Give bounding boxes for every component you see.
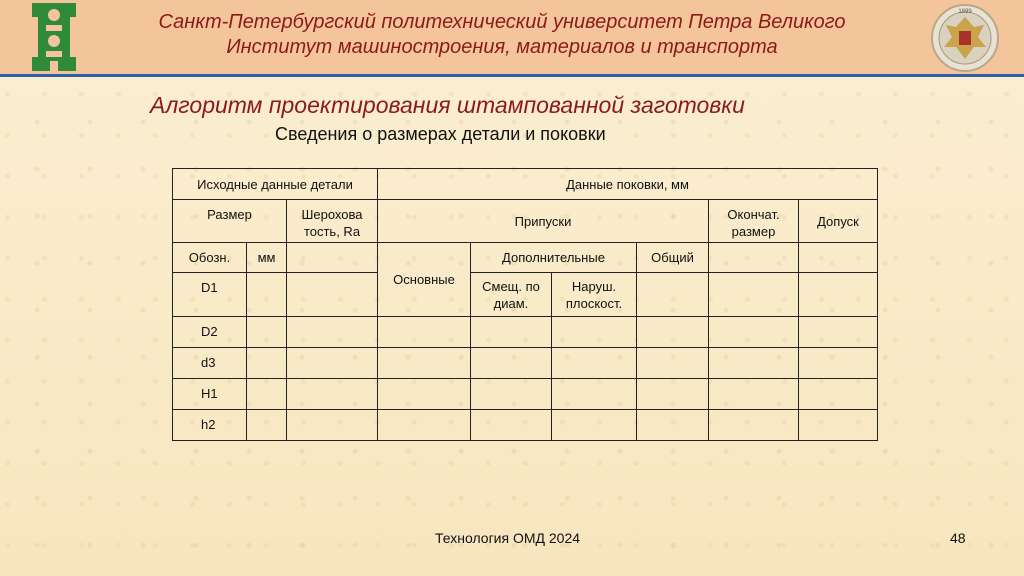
cell <box>637 317 709 348</box>
header-total: Общий <box>637 243 709 273</box>
header-divider <box>0 74 1024 77</box>
header-size: Размер <box>173 200 287 243</box>
cell <box>287 273 378 317</box>
cell <box>799 379 878 410</box>
header-source-data: Исходные данные детали <box>173 169 378 200</box>
emblem-year: 1899 <box>958 9 972 15</box>
cell <box>709 317 799 348</box>
cell <box>709 243 799 273</box>
cell <box>552 317 637 348</box>
cell <box>247 348 287 379</box>
cell <box>287 243 378 273</box>
cell <box>637 273 709 317</box>
header-title <box>90 10 914 60</box>
cell <box>378 348 471 379</box>
university-emblem <box>930 3 1000 73</box>
cell <box>287 317 378 348</box>
footer-text: Технология ОМД 2024 <box>435 530 581 546</box>
cell <box>247 317 287 348</box>
cell <box>637 348 709 379</box>
row-label: d3 <box>173 348 247 379</box>
cell <box>287 379 378 410</box>
cell <box>709 379 799 410</box>
dimensions-table <box>172 168 878 441</box>
cell <box>471 317 552 348</box>
cell <box>471 410 552 441</box>
cell <box>709 410 799 441</box>
cell <box>799 410 878 441</box>
slide-subtitle: Сведения о размерах детали и поковки <box>275 124 606 144</box>
cell <box>471 348 552 379</box>
cell <box>552 379 637 410</box>
header-additional: Дополнительные <box>471 243 637 273</box>
cell <box>287 348 378 379</box>
cell <box>552 348 637 379</box>
page-number: 48 <box>950 530 966 546</box>
cell <box>709 273 799 317</box>
row-label: H1 <box>173 379 247 410</box>
header-offset: Смещ. по диам. <box>471 273 552 317</box>
institute-logo <box>32 3 76 71</box>
cell <box>471 379 552 410</box>
cell <box>378 317 471 348</box>
cell <box>247 273 287 317</box>
university-name: Санкт-Петербургский политехнический университет Петра Великого <box>158 11 846 33</box>
header-basic: Основные <box>378 243 471 317</box>
institute-name: Институт машиностроения, материалов и транспорта <box>226 36 778 58</box>
cell <box>247 379 287 410</box>
row-label: D1 <box>173 273 247 317</box>
header-final-size: Окончат. размер <box>709 200 799 243</box>
cell <box>637 410 709 441</box>
header-mm: мм <box>247 243 287 273</box>
cell <box>378 410 471 441</box>
cell <box>799 273 878 317</box>
slide-title: Алгоритм проектирования штампованной заготовки <box>150 92 745 118</box>
row-label: h2 <box>173 410 247 441</box>
header-flatness: Наруш. плоскост. <box>552 273 637 317</box>
cell <box>799 317 878 348</box>
cell <box>287 410 378 441</box>
cell <box>552 410 637 441</box>
cell <box>378 379 471 410</box>
cell <box>799 348 878 379</box>
header-forging-data: Данные поковки, мм <box>378 169 878 200</box>
header-roughness: Шерохова тость, Ra <box>287 200 378 243</box>
cell <box>709 348 799 379</box>
cell <box>637 379 709 410</box>
header-tolerance: Допуск <box>799 200 878 243</box>
header-allowances: Припуски <box>378 200 709 243</box>
header-designation: Обозн. <box>173 243 247 273</box>
row-label: D2 <box>173 317 247 348</box>
cell <box>799 243 878 273</box>
cell <box>247 410 287 441</box>
